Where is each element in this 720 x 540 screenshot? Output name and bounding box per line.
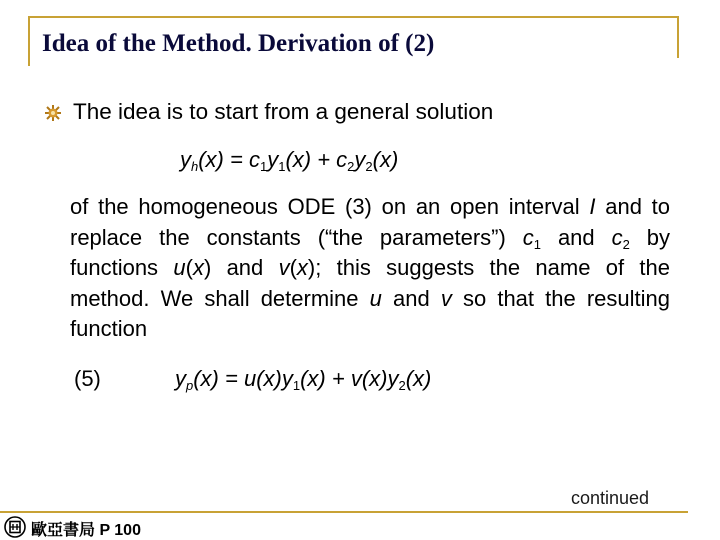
title-frame-gap (26, 58, 686, 70)
eq1-c2-sub: 2 (347, 159, 355, 174)
para-text: and (381, 285, 441, 311)
para-text: of the homogeneous ODE (3) on an open interval (70, 194, 590, 219)
eq2-yp: y (175, 366, 186, 391)
equation-number: (5) (74, 366, 101, 391)
eq1-y2: y (354, 147, 366, 172)
bullet-text: The idea is to start from a general solution (73, 99, 494, 124)
eq1-yh-sub: h (191, 159, 199, 174)
eq1-c2: c (336, 147, 348, 172)
para-c2-sub: 2 (622, 236, 630, 252)
eq1-y2-arg: (x) (372, 147, 399, 172)
eq1-y2-sub: 2 (365, 159, 373, 174)
eq2-y2-sub: 2 (398, 378, 406, 393)
para-text: ( (185, 255, 193, 280)
eq2-mid: (x) + v(x)y (300, 366, 399, 391)
eq1-y1-arg: (x) + (285, 147, 337, 172)
equation-particular-solution (175, 366, 431, 392)
para-c1-sub: 1 (533, 236, 541, 252)
publisher-logo-icon (4, 516, 26, 538)
footer-divider (0, 511, 688, 513)
para-text: by functions (70, 224, 671, 280)
para-text: so that the resulting function (70, 285, 671, 341)
slide-title: Idea of the Method. Derivation of (2) (42, 30, 435, 57)
para-text: ); this suggests the name of the method. We shall determine (70, 255, 670, 311)
para-v: v (440, 285, 452, 311)
para-text: and (541, 224, 612, 250)
eq2-y1-sub: 1 (292, 378, 301, 393)
para-x: x (296, 255, 308, 280)
continued-label: continued (571, 488, 650, 508)
eq1-y1-sub: 1 (278, 159, 286, 174)
gear-bullet-icon (44, 104, 62, 122)
eq1-yh: y (180, 147, 191, 172)
para-interval: I (589, 194, 596, 219)
para-text: ( (289, 255, 297, 280)
eq1-c1: c (248, 147, 260, 172)
eq2-yp-sub: p (186, 378, 194, 393)
para-c2: c (611, 224, 623, 250)
equation-general-solution (180, 147, 398, 173)
body-paragraph (70, 192, 670, 345)
para-x: x (192, 255, 204, 280)
title-frame-left-bar (28, 16, 30, 66)
para-v: v (278, 255, 290, 280)
para-c1: c (522, 224, 534, 250)
eq2-rhs: (x) = u(x)y (193, 366, 293, 391)
para-u: u (369, 285, 382, 311)
footer-source: 歐亞書局 P 100 (31, 522, 141, 539)
eq1-y1: y (267, 147, 279, 172)
eq1-lhs-arg: (x) = (198, 147, 249, 172)
para-text: and to replace the constants (“the parameters”) (70, 194, 671, 250)
eq2-end: (x) (405, 366, 432, 391)
para-u: u (173, 255, 186, 280)
para-text: ) and (203, 255, 279, 280)
eq1-c1-sub: 1 (259, 159, 268, 174)
